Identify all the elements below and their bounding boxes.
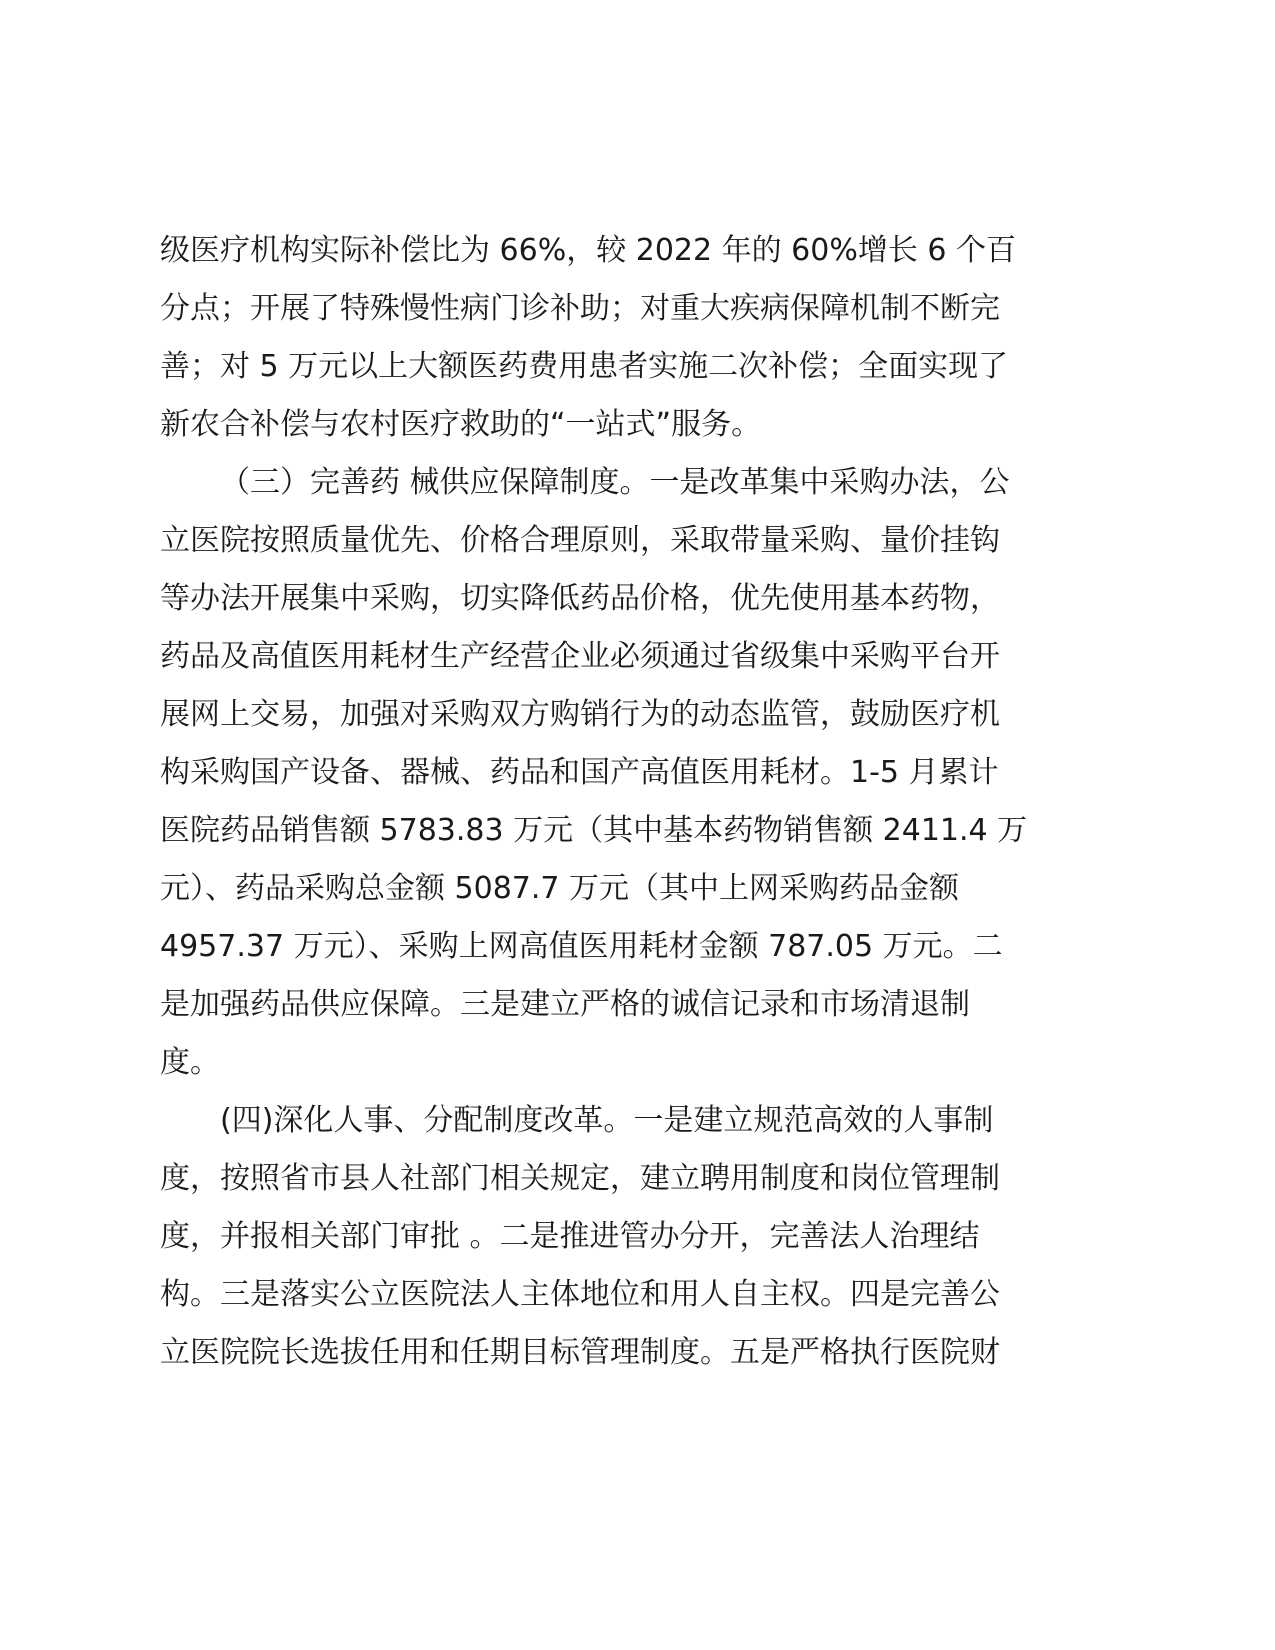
text-line: 度。 — [160, 1045, 220, 1080]
body-text — [160, 222, 1100, 1382]
text-line: 立医院院长选拔任用和任期目标管理制度。五是严格执行医院财 — [160, 1335, 1000, 1370]
text-line: 展网上交易，加强对采购双方购销行为的动态监管，鼓励医疗机 — [160, 697, 1000, 732]
text-line: 级医疗机构实际补偿比为 66%，较 2022 年的 60%增长 6 个百 — [160, 233, 1017, 268]
text-line: 度，按照省市县人社部门相关规定，建立聘用制度和岗位管理制 — [160, 1161, 1000, 1196]
text-line: 4957.37 万元）、采购上网高值医用耗材金额 787.05 万元。二 — [160, 929, 1003, 964]
text-line: 是加强药品供应保障。三是建立严格的诚信记录和市场清退制 — [160, 987, 970, 1022]
text-line: 药品及高值医用耗材生产经营企业必须通过省级集中采购平台开 — [160, 639, 1000, 674]
text-line: 立医院按照质量优先、价格合理原则，采取带量采购、量价挂钩 — [160, 523, 1000, 558]
text-line: 元）、药品采购总金额 5087.7 万元（其中上网采购药品金额 — [160, 871, 960, 906]
section-heading-line: (四)深化人事、分配制度改革。一是建立规范高效的人事制 — [220, 1103, 994, 1138]
text-line: 医院药品销售额 5783.83 万元（其中基本药物销售额 2411.4 万 — [160, 813, 1028, 848]
text-line: 善；对 5 万元以上大额医药费用患者实施二次补偿；全面实现了 — [160, 349, 1009, 384]
text-line: 构采购国产设备、器械、药品和国产高值医用耗材。1-5 月累计 — [160, 755, 999, 790]
text-line: 新农合补偿与农村医疗救助的“一站式”服务。 — [160, 407, 762, 442]
section-heading-line: （三）完善药 械供应保障制度。一是改革集中采购办法，公 — [220, 465, 1010, 500]
text-line: 等办法开展集中采购，切实降低药品价格，优先使用基本药物， — [160, 581, 1000, 616]
text-line: 度，并报相关部门审批 。二是推进管办分开，完善法人治理结 — [160, 1219, 980, 1254]
text-line: 分点；开展了特殊慢性病门诊补助；对重大疾病保障机制不断完 — [160, 291, 1000, 326]
text-line: 构。三是落实公立医院法人主体地位和用人自主权。四是完善公 — [160, 1277, 1000, 1312]
